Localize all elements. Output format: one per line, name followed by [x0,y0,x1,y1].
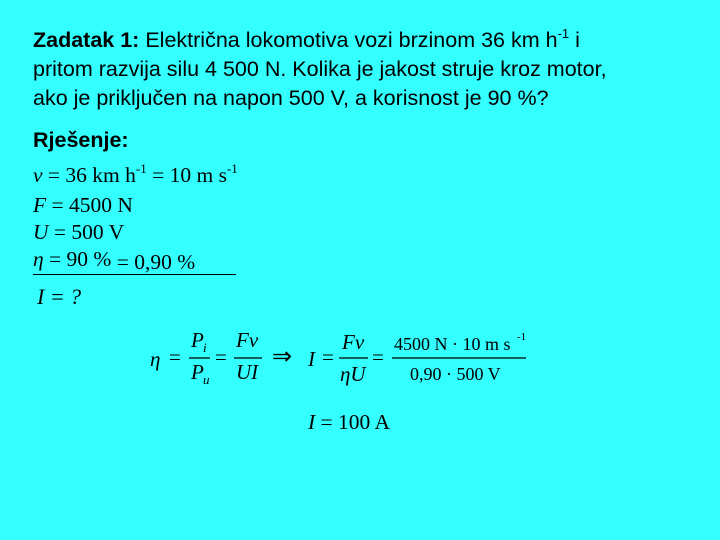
solution-heading: Rješenje: [33,128,129,152]
force-value: = 4500 N [46,193,133,217]
velocity-symbol: v [33,163,43,187]
formula-numeric-num: 4500 N · 10 m s [394,334,511,354]
formula-eq-1: = [169,345,181,369]
formula-sub-u: u [203,372,210,387]
voltage-value: = 500 V [48,220,125,244]
efficiency-symbol: η [33,247,44,271]
formula-numeric-den: 0,90 · 500 V [410,364,501,384]
formula-etau-den: ηU [340,362,366,386]
force-symbol: F [33,193,47,217]
formula-numeric-exp: -1 [517,331,527,343]
problem-line-1: Električna lokomotiva vozi brzinom 36 km h [139,28,558,52]
voltage-symbol: U [33,220,49,244]
formula-fv-num: Fv [236,328,259,352]
formula-fv-num-2: Fv [342,330,365,354]
unknown-quantity: I = ? [37,284,82,309]
formula-eq-3: = [322,345,334,369]
formula-sub-i: i [203,340,207,355]
velocity-converted: = 10 m s [146,163,227,187]
formula-eq-4: = [372,345,384,369]
formula-eq-2: = [215,345,227,369]
velocity-exp-2: -1 [226,161,238,176]
velocity-exp-1: -1 [135,161,147,176]
problem-exponent: -1 [557,26,570,41]
implies-arrow: ⇒ [272,344,293,370]
problem-line-1-tail: i [569,28,580,52]
formula-i: I [308,347,315,371]
efficiency-value: = 90 % [43,247,112,271]
formula-ui-den: UI [236,360,259,384]
formula-eta: η [150,347,161,371]
result-symbol: I [308,410,316,434]
formula-p-num: P [191,328,204,352]
problem-line-2: pritom razvija silu 4 500 N. Kolika je jakost struje kroz motor, [33,57,607,81]
problem-label: Zadatak 1: [33,28,140,52]
problem-line-3: ako je priključen na napon 500 V, a korisnost je 90 %? [33,86,549,110]
final-result [308,410,390,435]
efficiency-decimal: = 0,90 % [111,250,196,274]
result-value: = 100 A [315,410,391,434]
formula-p-den: P [191,360,204,384]
velocity-value: = 36 km h [42,163,136,187]
